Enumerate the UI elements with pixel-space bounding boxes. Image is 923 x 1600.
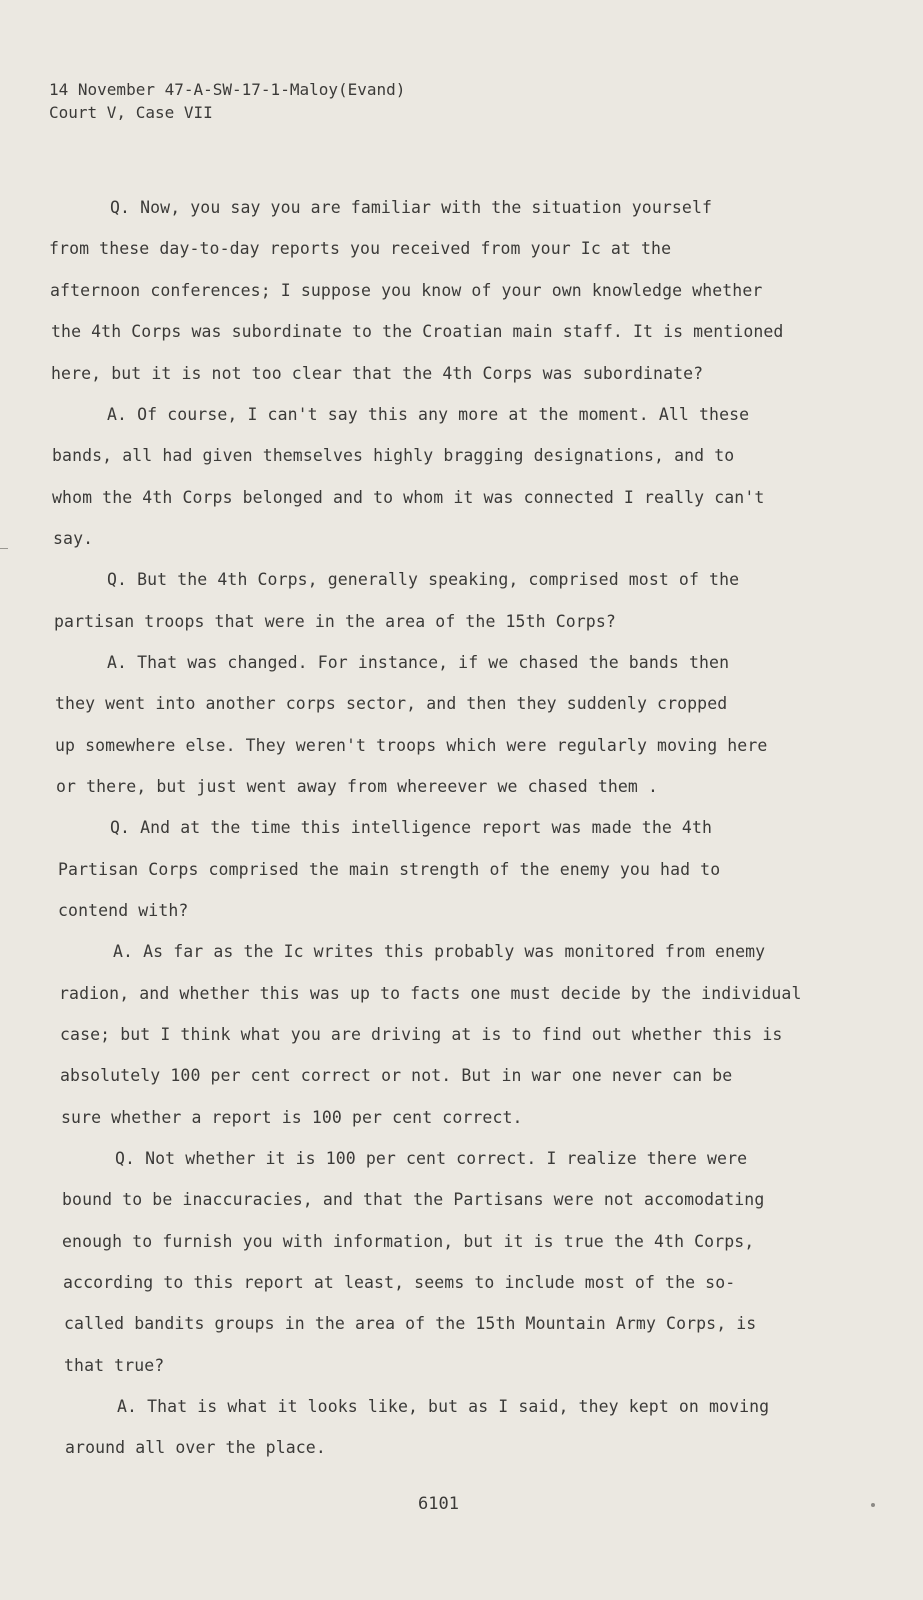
transcript-line: partisan troops that were in the area of the 15th Corps? — [54, 612, 616, 631]
transcript-line: according to this report at least, seems to include most of the so- — [63, 1273, 736, 1292]
transcript-line: Q. Now, you say you are familiar with the situation yourself — [110, 198, 713, 217]
transcript-line: afternoon conferences; I suppose you know of your own knowledge whether — [50, 281, 763, 300]
transcript-line: A. That was changed. For instance, if we chased the bands then — [107, 653, 730, 672]
transcript-line: here, but it is not too clear that the 4th Corps was subordinate? — [51, 364, 704, 383]
transcript-line: or there, but just went away from whereever we chased them . — [56, 777, 659, 796]
transcript-line: sure whether a report is 100 per cent correct. — [61, 1108, 523, 1127]
transcript-line: Partisan Corps comprised the main strength of the enemy you had to — [58, 860, 721, 879]
transcript-line: up somewhere else. They weren't troops which were regularly moving here — [55, 736, 768, 755]
paper-edge-mark — [0, 548, 8, 549]
transcript-line: case; but I think what you are driving at is to find out whether this is — [60, 1025, 783, 1044]
transcript-line: A. That is what it looks like, but as I said, they kept on moving — [117, 1397, 770, 1416]
transcript-line: enough to furnish you with information, but it is true the 4th Corps, — [62, 1232, 755, 1251]
transcript-line: around all over the place. — [65, 1438, 326, 1457]
transcript-line: called bandits groups in the area of the 15th Mountain Army Corps, is — [64, 1314, 757, 1333]
transcript-line: Q. But the 4th Corps, generally speaking, comprised most of the — [107, 570, 740, 589]
transcript-line: from these day-to-day reports you received from your Ic at the — [49, 239, 672, 258]
transcript-line: they went into another corps sector, and then they suddenly cropped — [55, 694, 728, 713]
transcript-line: whom the 4th Corps belonged and to whom it was connected I really can't — [52, 488, 765, 507]
transcript-line: say. — [53, 529, 94, 548]
transcript-line: contend with? — [58, 901, 189, 920]
header-court-line: Court V, Case VII — [49, 103, 213, 122]
transcript-line: Q. Not whether it is 100 per cent correct. I realize there were — [115, 1149, 748, 1168]
transcript-line: absolutely 100 per cent correct or not. But in war one never can be — [60, 1066, 733, 1085]
transcript-line: bound to be inaccuracies, and that the Partisans were not accomodating — [62, 1190, 765, 1209]
transcript-line: radion, and whether this was up to facts one must decide by the individual — [59, 984, 802, 1003]
header-reference-line: 14 November 47-A-SW-17-1-Maloy(Evand) — [49, 80, 406, 99]
page-number: 6101 — [418, 1494, 459, 1514]
transcript-line: A. Of course, I can't say this any more at the moment. All these — [107, 405, 750, 424]
transcript-line: the 4th Corps was subordinate to the Croatian main staff. It is mentioned — [51, 322, 784, 341]
document-header — [49, 78, 405, 124]
transcript-line: bands, all had given themselves highly bragging designations, and to — [52, 446, 735, 465]
transcript-line: that true? — [64, 1356, 165, 1375]
paper-speck — [871, 1503, 875, 1507]
transcript-line: A. As far as the Ic writes this probably was monitored from enemy — [113, 942, 766, 961]
transcript-line: Q. And at the time this intelligence report was made the 4th — [110, 818, 713, 837]
